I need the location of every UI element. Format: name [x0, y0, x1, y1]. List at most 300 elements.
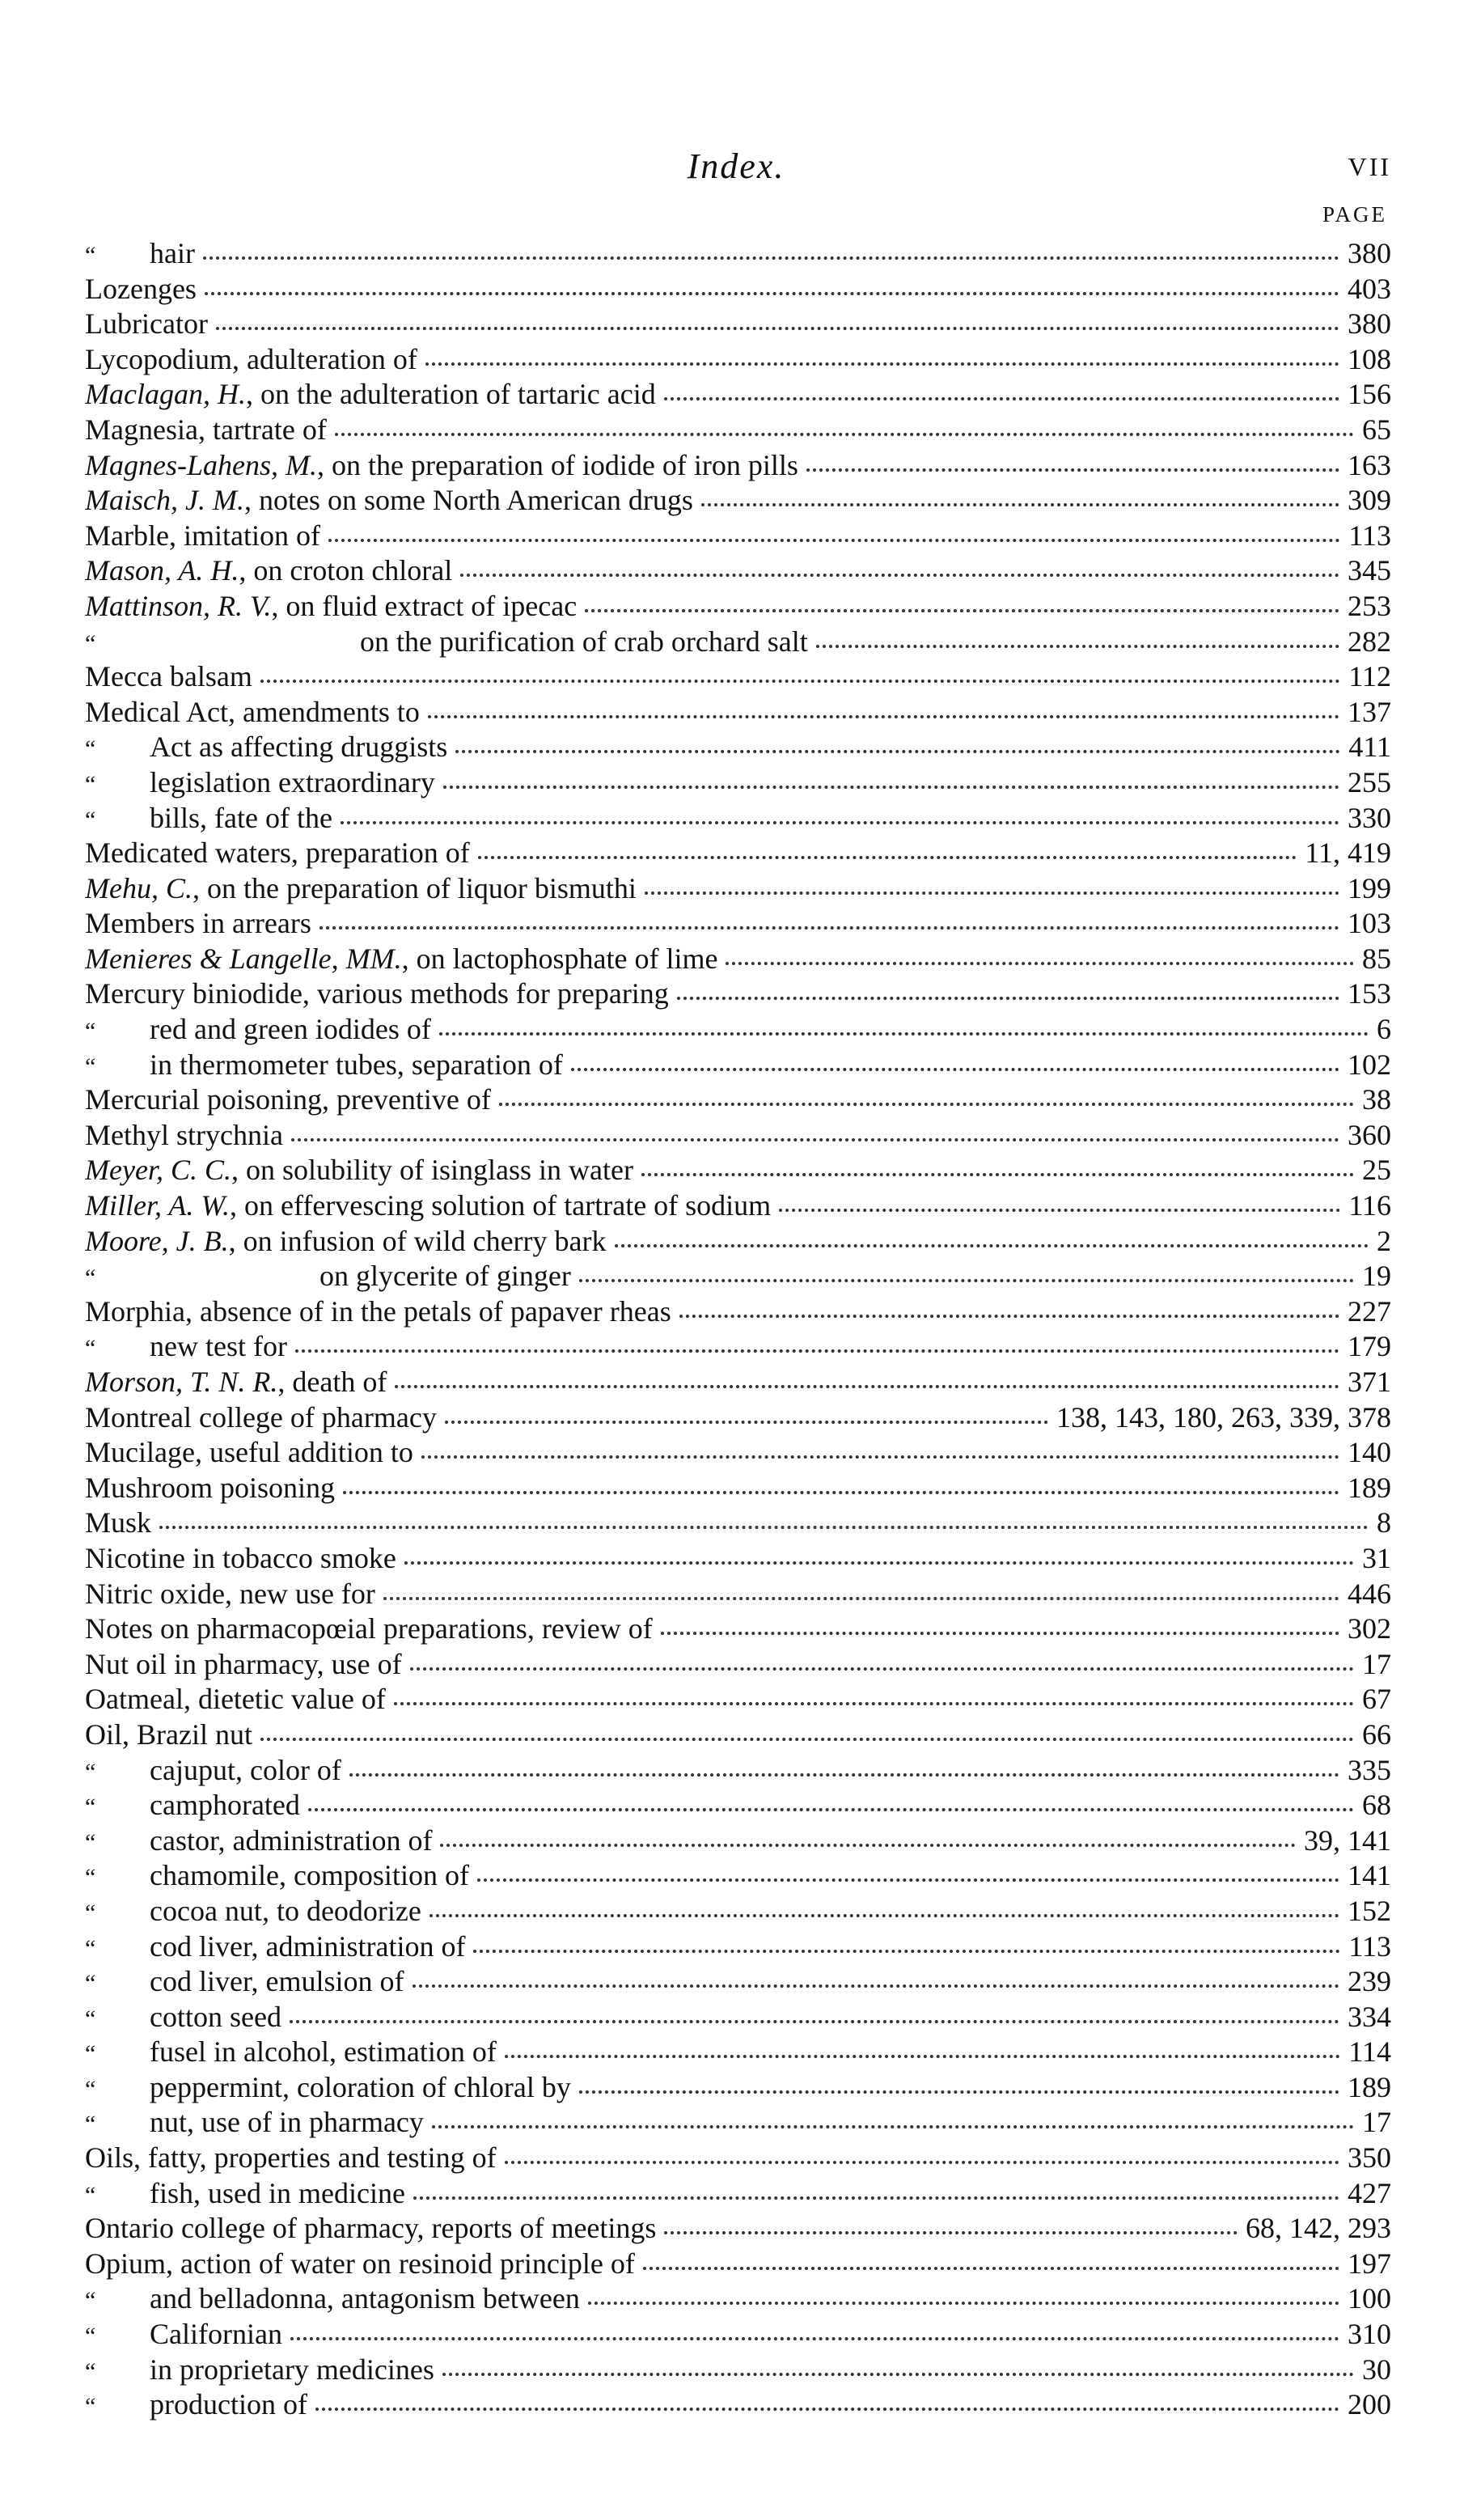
dot-leader [260, 1738, 1354, 1741]
index-entry [85, 1365, 1391, 1400]
entry-pages: 310 [1348, 2318, 1391, 2351]
entry-text: , on effervescing solution of tartrate of sodium [230, 1189, 772, 1222]
entry-text: Oils, fatty, properties and testing of [85, 2141, 497, 2175]
entry-pages: 68 [1362, 1789, 1391, 1822]
entry-label [150, 1329, 287, 1365]
entry-pages: 85 [1362, 942, 1391, 975]
entry-author: Moore, J. B. [85, 1224, 229, 1257]
entry-author: Magnes-Lahens, M. [85, 448, 317, 481]
index-entry [85, 413, 1391, 448]
dot-leader [579, 1279, 1354, 1282]
dot-leader [159, 1526, 1369, 1529]
dot-leader [505, 2055, 1340, 2058]
dot-leader [816, 645, 1339, 648]
ditto-mark: “ [85, 2323, 96, 2350]
index-entry [85, 836, 1391, 871]
index-entry [85, 942, 1391, 977]
entry-text: cod liver, administration of [150, 1929, 466, 1963]
entry-text: Medicated waters, preparation of [85, 836, 470, 870]
entry-pages: 140 [1348, 1436, 1391, 1469]
index-entry [85, 2247, 1391, 2282]
entry-pages: 200 [1348, 2388, 1391, 2421]
ditto-mark: “ [85, 2111, 96, 2138]
ditto-mark: “ [85, 1828, 96, 1856]
entry-text: , on solubility of isinglass in water [231, 1154, 633, 1187]
entry-pages: 335 [1348, 1753, 1391, 1786]
entry-pages: 302 [1348, 1612, 1391, 1645]
entry-label [150, 2317, 282, 2353]
entry-pages: 239 [1348, 1965, 1391, 1998]
ditto-mark: “ [85, 629, 96, 657]
entry-text: bills, fate of the [150, 801, 332, 834]
ditto-mark: “ [85, 1899, 96, 1926]
entry-pages: 179 [1348, 1330, 1391, 1363]
page-number: VII [1348, 152, 1391, 181]
entry-text: fusel in alcohol, estimation of [150, 2035, 497, 2069]
entry-label [150, 2353, 434, 2388]
entry-author: Miller, A. W. [85, 1189, 231, 1222]
ditto-mark: “ [85, 1758, 96, 1785]
entry-author: Meyer, C. C. [85, 1154, 231, 1187]
ditto-mark: “ [85, 2357, 96, 2385]
entry-label [150, 1012, 431, 1048]
entry-pages: 371 [1348, 1366, 1391, 1398]
ditto-mark: “ [85, 1934, 96, 1962]
entry-text: cocoa nut, to deodorize [150, 1894, 421, 1927]
entry-text: and belladonna, antagonism between [150, 2282, 580, 2315]
entry-label [85, 1118, 283, 1154]
entry-text: on glycerite of ginger [319, 1260, 571, 1293]
entry-label [150, 1753, 341, 1789]
entry-author: Morson, T. N. R. [85, 1366, 278, 1398]
dot-leader [335, 433, 1354, 436]
entry-label [85, 1188, 771, 1224]
dot-leader [295, 1349, 1339, 1353]
entry-pages: 330 [1348, 801, 1391, 834]
index-entry [85, 1717, 1391, 1753]
entry-text: in proprietary medicines [150, 2353, 434, 2386]
dot-leader [677, 997, 1339, 1000]
entry-label [150, 1788, 300, 1823]
dot-leader [203, 256, 1339, 260]
dot-leader [290, 2020, 1339, 2023]
entry-pages: 334 [1348, 2000, 1391, 2033]
entry-pages: 282 [1348, 625, 1391, 658]
entry-pages: 227 [1348, 1294, 1391, 1328]
entry-pages: 17 [1362, 1647, 1391, 1680]
entry-label [85, 2247, 635, 2282]
index-entry [85, 695, 1391, 731]
dot-leader [425, 362, 1339, 366]
dot-leader [664, 397, 1339, 400]
index-entry [85, 589, 1391, 625]
entry-pages: 138, 143, 180, 263, 339, 378 [1056, 1400, 1391, 1434]
entry-label [85, 553, 452, 589]
dot-leader [443, 786, 1339, 789]
entry-text: cajuput, color of [150, 1753, 341, 1786]
entry-label [150, 801, 332, 836]
entry-pages: 68, 142, 293 [1246, 2212, 1391, 2245]
running-title: Index. [687, 146, 785, 186]
entry-label [150, 2035, 497, 2070]
index-entry [85, 2281, 1391, 2317]
index-entry [85, 1224, 1391, 1260]
entry-author: Maisch, J. M. [85, 484, 244, 517]
dot-leader [588, 2302, 1339, 2305]
ditto-mark: “ [85, 2075, 96, 2103]
entry-label [85, 1471, 335, 1506]
ditto-mark: “ [85, 735, 96, 763]
entry-label [150, 2000, 281, 2035]
index-entry [85, 1682, 1391, 1717]
entry-pages: 100 [1348, 2282, 1391, 2315]
index-entry [85, 1188, 1391, 1224]
entry-text: nut, use of in pharmacy [150, 2106, 424, 2139]
dot-leader [726, 962, 1354, 965]
ditto-mark: “ [85, 770, 96, 798]
ditto-mark: “ [85, 1264, 96, 1292]
entry-pages: 197 [1348, 2247, 1391, 2280]
entry-pages: 39, 141 [1304, 1823, 1391, 1857]
entry-pages: 67 [1362, 1683, 1391, 1716]
entry-text: cod liver, emulsion of [150, 1965, 404, 1998]
dot-leader [395, 1385, 1339, 1388]
dot-leader [664, 2231, 1238, 2234]
entry-text: , on the preparation of liquor bismuthi [192, 871, 637, 904]
entry-label [85, 836, 470, 871]
index-entry [85, 2105, 1391, 2141]
entry-label [85, 1435, 413, 1471]
index-entry [85, 342, 1391, 378]
entry-pages: 360 [1348, 1118, 1391, 1151]
entry-pages: 31 [1362, 1541, 1391, 1574]
dot-leader [473, 1950, 1340, 1953]
entry-pages: 112 [1348, 660, 1391, 693]
index-entry [85, 730, 1391, 765]
entry-pages: 116 [1348, 1189, 1391, 1222]
ditto-mark: “ [85, 2005, 96, 2032]
entry-pages: 65 [1362, 413, 1391, 446]
dot-leader [460, 574, 1339, 577]
index-entry [85, 448, 1391, 484]
dot-leader [343, 1491, 1339, 1494]
entry-text: Marble, imitation of [85, 519, 320, 552]
entry-pages: 403 [1348, 272, 1391, 305]
entry-label [150, 1929, 465, 1965]
ditto-mark: “ [85, 1794, 96, 1821]
ditto-mark: “ [85, 1052, 96, 1080]
entry-pages: 108 [1348, 342, 1391, 375]
index-entry [85, 1858, 1391, 1894]
page-column-heading: PAGE [1322, 202, 1387, 227]
index-entry [85, 1929, 1391, 1965]
entry-text: new test for [150, 1330, 287, 1363]
dot-leader [410, 1667, 1354, 1671]
dot-leader [585, 609, 1339, 612]
entry-author: Mattinson, R. V. [85, 589, 272, 622]
dot-leader [394, 1702, 1354, 1705]
entry-label [85, 483, 693, 519]
index-entry [85, 976, 1391, 1012]
index-entry [85, 519, 1391, 554]
entry-text: Oil, Brazil nut [85, 1717, 252, 1751]
index-entry [85, 1894, 1391, 1929]
entry-label [150, 2105, 424, 2141]
dot-leader [308, 1808, 1354, 1811]
entry-text: legislation extraordinary [150, 765, 435, 798]
entry-text: , notes on some North American drugs [243, 484, 693, 517]
ditto-mark: “ [85, 2181, 96, 2209]
dot-leader [404, 1561, 1354, 1565]
index-entry [85, 2317, 1391, 2353]
dot-leader [643, 2267, 1339, 2270]
entry-pages: 380 [1348, 237, 1391, 269]
entry-pages: 17 [1362, 2106, 1391, 2139]
entry-label [150, 236, 195, 272]
dot-leader [216, 327, 1339, 330]
entry-pages: 350 [1348, 2141, 1391, 2175]
entry-label [150, 1858, 469, 1894]
index-entry [85, 659, 1391, 695]
dot-leader [429, 1914, 1339, 1917]
entry-label [85, 448, 798, 484]
index-entry [85, 553, 1391, 589]
entry-pages: 345 [1348, 554, 1391, 587]
index-entry [85, 2000, 1391, 2035]
entry-label [85, 1647, 402, 1683]
entry-pages: 427 [1348, 2176, 1391, 2209]
entry-label [85, 519, 320, 554]
entry-text: Members in arrears [85, 907, 311, 940]
ditto-mark: “ [85, 2040, 96, 2068]
entry-pages: 8 [1377, 1506, 1391, 1540]
entry-text: Mercurial poisoning, preventive of [85, 1083, 491, 1116]
entry-text: , on the preparation of iodide of iron pills [316, 448, 798, 481]
entry-pages: 309 [1348, 484, 1391, 517]
entry-text: Act as affecting druggists [150, 731, 448, 764]
index-entry [85, 1012, 1391, 1048]
entry-label [150, 2387, 307, 2423]
entry-pages: 11, 419 [1305, 836, 1391, 870]
index-entry [85, 765, 1391, 801]
dot-leader [615, 1244, 1369, 1247]
entry-label [150, 1964, 404, 2000]
entry-author: Mehu, C. [85, 871, 193, 904]
entry-label [85, 1400, 437, 1436]
dot-leader [645, 892, 1339, 895]
entry-text: Montreal college of pharmacy [85, 1400, 437, 1434]
dot-leader [779, 1209, 1340, 1212]
ditto-mark: “ [85, 1018, 96, 1045]
dot-leader [641, 1173, 1354, 1176]
entry-label [85, 659, 252, 695]
dot-leader [439, 1032, 1369, 1036]
entry-label [85, 589, 577, 625]
entry-label [85, 1577, 375, 1612]
index-entry [85, 1506, 1391, 1541]
dot-leader [442, 2373, 1354, 2376]
entry-pages: 113 [1348, 1929, 1391, 1963]
entry-text: castor, administration of [150, 1823, 433, 1857]
index-entry [85, 1647, 1391, 1683]
entry-text: fish, used in medicine [150, 2176, 405, 2209]
entry-text: Medical Act, amendments to [85, 695, 420, 728]
entry-text: peppermint, coloration of chloral by [150, 2070, 571, 2103]
entry-text: Morphia, absence of in the petals of papaver rheas [85, 1294, 671, 1328]
entry-pages: 153 [1348, 977, 1391, 1010]
entry-text: Ontario college of pharmacy, reports of meetings [85, 2212, 657, 2245]
dot-leader [571, 1068, 1339, 1071]
entry-label [85, 413, 327, 448]
entry-label [360, 625, 808, 660]
entry-label [150, 765, 435, 801]
entry-text: chamomile, composition of [150, 1859, 469, 1892]
entry-label [85, 272, 197, 307]
dot-leader [428, 715, 1339, 718]
dot-leader [661, 1632, 1339, 1635]
index-entry [85, 1153, 1391, 1188]
entry-pages: 6 [1377, 1013, 1391, 1046]
entry-pages: 66 [1362, 1717, 1391, 1751]
index-entry [85, 483, 1391, 519]
entry-label [85, 1717, 252, 1753]
index-entry [85, 801, 1391, 836]
index-entry [85, 1329, 1391, 1365]
entry-text: , on fluid extract of ipecac [271, 589, 578, 622]
dot-leader [205, 292, 1339, 295]
entry-pages: 30 [1362, 2353, 1391, 2386]
entry-pages: 137 [1348, 695, 1391, 728]
entry-pages: 113 [1348, 519, 1391, 552]
entry-label [85, 1612, 653, 1647]
dot-leader [579, 2090, 1339, 2094]
index-entry [85, 236, 1391, 272]
dot-leader [477, 1878, 1339, 1882]
entry-label [150, 2176, 405, 2212]
entry-label [85, 307, 208, 342]
entry-text: Mercury biniodide, various methods for preparing [85, 977, 669, 1010]
dot-leader [499, 1103, 1354, 1106]
entry-text: cotton seed [150, 2000, 281, 2033]
entry-pages: 114 [1348, 2035, 1391, 2069]
index-entry [85, 1294, 1391, 1330]
entry-text: Mucilage, useful addition to [85, 1436, 413, 1469]
entry-label [150, 730, 447, 765]
entry-label [85, 906, 311, 942]
entry-pages: 446 [1348, 1577, 1391, 1610]
index-entries [85, 236, 1391, 2423]
entry-label [319, 1259, 571, 1294]
index-entry [85, 377, 1391, 413]
entry-text: Nicotine in tobacco smoke [85, 1541, 396, 1574]
dot-leader [349, 1773, 1339, 1777]
dot-leader [413, 2196, 1339, 2200]
entry-label [85, 1224, 607, 1260]
entry-text: Californian [150, 2318, 282, 2351]
dot-leader [440, 1844, 1296, 1847]
entry-label [85, 976, 669, 1012]
dot-leader [432, 2125, 1354, 2128]
entry-label [150, 2070, 571, 2106]
entry-label [85, 942, 717, 977]
dot-leader [315, 2408, 1339, 2411]
index-entry [85, 1259, 1391, 1294]
entry-label [85, 1294, 671, 1330]
index-entry [85, 1541, 1391, 1577]
dot-leader [505, 2161, 1339, 2164]
entry-pages: 25 [1362, 1154, 1391, 1187]
dot-leader [421, 1455, 1339, 1459]
entry-text: Lubricator [85, 307, 208, 341]
index-entry [85, 1577, 1391, 1612]
page-header [81, 146, 1391, 194]
entry-text: , on lactophosphate of lime [401, 942, 718, 975]
index-entry [85, 2035, 1391, 2070]
entry-label [85, 2211, 656, 2247]
entry-text: Musk [85, 1506, 152, 1540]
entry-text: Mecca balsam [85, 660, 252, 693]
entry-text: in thermometer tubes, separation of [150, 1048, 563, 1081]
entry-pages: 19 [1362, 1260, 1391, 1293]
entry-pages: 102 [1348, 1048, 1391, 1081]
index-entry [85, 906, 1391, 942]
index-entry [85, 2211, 1391, 2247]
entry-text: Nut oil in pharmacy, use of [85, 1647, 402, 1680]
entry-text: Mushroom poisoning [85, 1471, 336, 1504]
entry-text: Lozenges [85, 272, 197, 305]
dot-leader [290, 2337, 1339, 2340]
entry-author: Mason, A. H. [85, 554, 239, 587]
index-entry [85, 1823, 1391, 1859]
dot-leader [383, 1597, 1339, 1600]
entry-text: , on croton chloral [239, 554, 453, 587]
entry-label [85, 1082, 491, 1118]
dot-leader [701, 503, 1339, 506]
dot-leader [341, 821, 1339, 824]
dot-leader [806, 468, 1339, 472]
entry-text: on the purification of crab orchard salt [360, 625, 808, 658]
ditto-mark: “ [85, 2287, 96, 2315]
entry-label [85, 1541, 396, 1577]
entry-pages: 253 [1348, 589, 1391, 622]
entry-pages: 103 [1348, 907, 1391, 940]
entry-label [85, 1365, 387, 1400]
entry-label [150, 1048, 563, 1083]
entry-text: , on infusion of wild cherry bark [228, 1224, 607, 1257]
index-entry [85, 1612, 1391, 1647]
ditto-mark: “ [85, 806, 96, 833]
dot-leader [328, 539, 1340, 542]
entry-label [85, 1506, 151, 1541]
entry-pages: 141 [1348, 1859, 1391, 1892]
index-entry [85, 1788, 1391, 1823]
ditto-mark: “ [85, 1335, 96, 1362]
entry-text: , on the adulteration of tartaric acid [245, 378, 656, 411]
entry-text: camphorated [150, 1789, 300, 1822]
entry-text: Notes on pharmacopœial preparations, review of [85, 1612, 653, 1645]
entry-text: Magnesia, tartrate of [85, 413, 327, 446]
index-entry [85, 1400, 1391, 1436]
entry-pages: 38 [1362, 1083, 1391, 1116]
index-entry [85, 307, 1391, 342]
index-entry [85, 871, 1391, 907]
dot-leader [291, 1138, 1339, 1141]
entry-author: Maclagan, H. [85, 378, 246, 411]
entry-pages: 411 [1348, 731, 1391, 764]
index-entry [85, 2070, 1391, 2106]
index-entry [85, 272, 1391, 307]
index-entry [85, 2141, 1391, 2176]
